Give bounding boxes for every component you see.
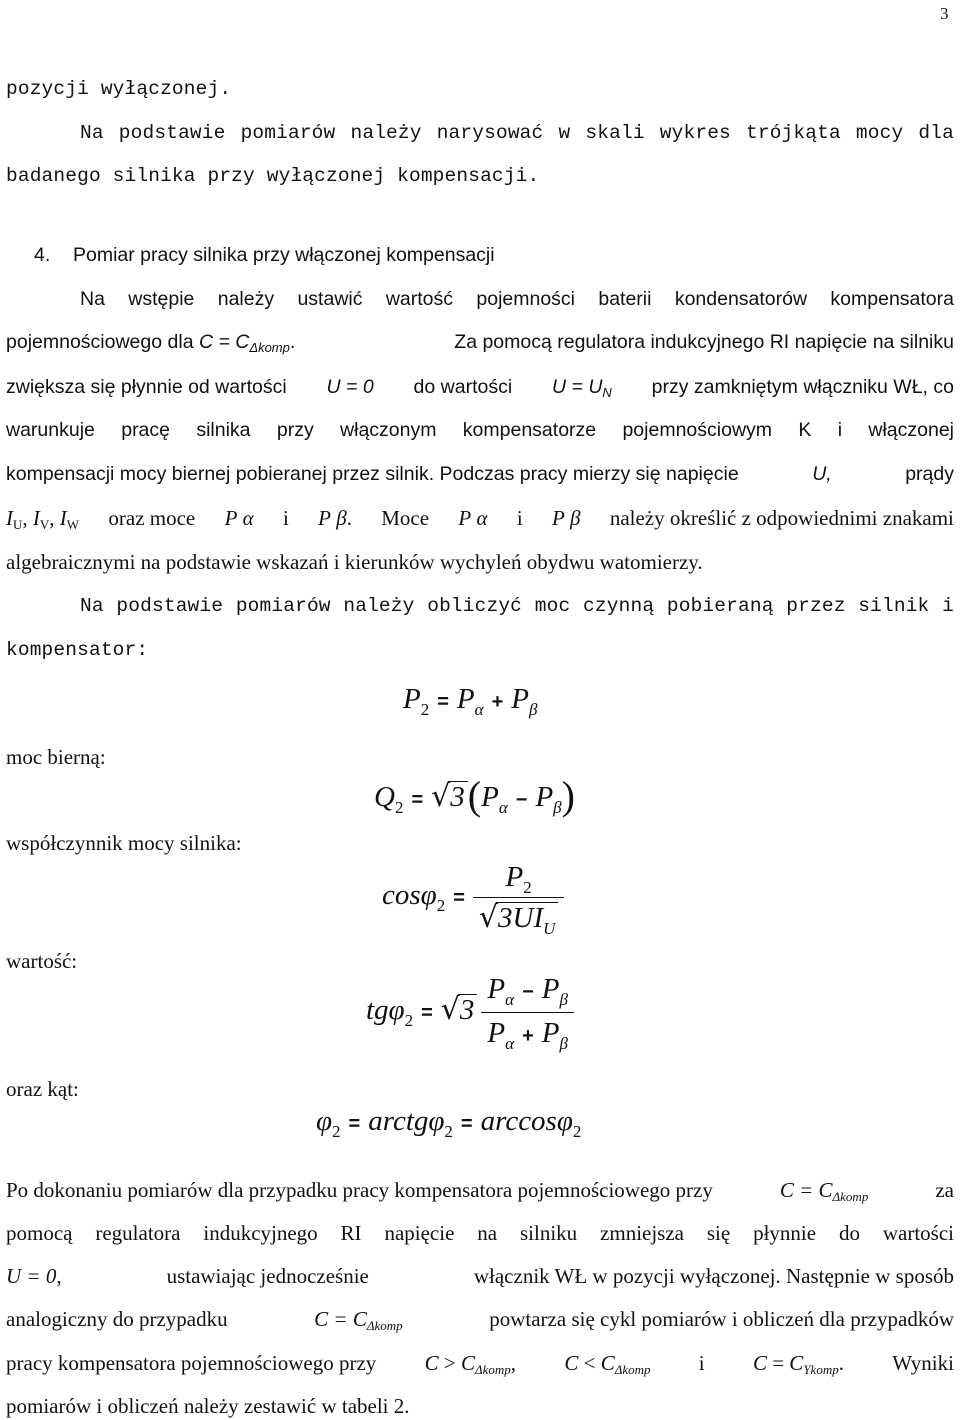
text-span: pojemnościowego dla xyxy=(6,331,194,353)
text-span: i xyxy=(282,506,289,530)
text-line: badanego silnika przy wyłączonej kompensacji. xyxy=(6,165,540,187)
equation-q2: $Q_2 = √3(P_\alpha - P_\beta)$ xyxy=(374,773,575,818)
label-kat: oraz kąt: xyxy=(6,1077,79,1101)
text-line xyxy=(6,461,954,487)
text-span: Za pomocą regulatora indukcyjnego RI napięcie na silniku xyxy=(454,331,954,353)
math-p: P xyxy=(224,506,238,530)
math-beta: β xyxy=(570,506,581,530)
label-wartosc: wartość: xyxy=(6,949,78,973)
math-p: P xyxy=(318,506,331,530)
text-span: włącznik WŁ w pozycji wyłączonej. Następnie w sposób xyxy=(473,1264,954,1288)
math-sub: N xyxy=(602,385,612,400)
math-alpha: α xyxy=(242,506,254,530)
math-u-eq-0: U = 0 xyxy=(326,376,374,398)
text-span: Moce xyxy=(381,506,430,530)
equation-cos: cosφ$_2$ = $\frac{P_2}{√3UI_U}$ xyxy=(382,860,564,935)
section-number: 4. xyxy=(34,244,51,266)
text-span: prądy xyxy=(905,463,954,485)
text-line: warunkuje pracę silnika przy włączonym kompensatorze pojemnościowym K i włączonej xyxy=(6,419,954,441)
label-moc-bierna: moc bierną: xyxy=(6,745,106,769)
equation-phi: $\varphi_2$ = arctgφ$_2$ = arccosφ$_2$ xyxy=(316,1105,582,1141)
text-span: przy zamkniętym włączniku WŁ, co xyxy=(651,376,954,398)
sqrt-icon: √ xyxy=(431,779,451,814)
equation-p2: $P_2 = P_\alpha + P_\beta$ xyxy=(403,683,538,719)
text-span: pracy kompensatora pojemnościowego przy xyxy=(6,1351,377,1375)
text-span: do wartości xyxy=(413,376,513,398)
math-u: U, xyxy=(812,463,832,485)
math-sub: W xyxy=(66,517,80,532)
text-span: oraz moce xyxy=(108,506,196,530)
math-sub: V xyxy=(39,517,50,532)
text-line: $I_U$, $I_V$, $I_W$ oraz moce P α i P β. Moce P α i P β należy określić z odpowiednimi znakami xyxy=(6,506,954,532)
text-span: należy określić z odpowiednimi znakami xyxy=(609,506,954,530)
text-span: powtarza się cykl pomiarów i obliczeń dla przypadków xyxy=(489,1307,954,1331)
sqrt-icon: √ xyxy=(478,900,499,935)
text-line: algebraicznymi na podstawie wskazań i kierunków wychyleń obydwu watomierzy. xyxy=(6,550,703,574)
math-alpha: α xyxy=(476,506,488,530)
math-p: P xyxy=(551,506,565,530)
text-line xyxy=(6,374,954,400)
text-span: Wyniki xyxy=(892,1351,954,1375)
text-span: Po dokonaniu pomiarów dla przypadku pracy kompensatora pojemnościowego przy xyxy=(6,1178,713,1202)
text-span: kompensacji mocy biernej pobieranej przez silnik. Podczas pracy mierzy się napięcie xyxy=(6,463,739,485)
sqrt-icon: √ xyxy=(440,992,460,1028)
section-heading: Pomiar pracy silnika przy włączonej kompensacji xyxy=(73,244,495,266)
math-i: I xyxy=(59,506,67,530)
text-line: Na wstępie należy ustawić wartość pojemności baterii kondensatorów kompensatora xyxy=(80,288,954,310)
math-p: P xyxy=(458,506,472,530)
text-line: pojemnościowego dla $C = C_{\Delta komp}$. Za pomocą regulatora indukcyjnego RI napięcie na silniku xyxy=(6,331,954,355)
page-number: 3 xyxy=(940,4,949,23)
math-sub: U xyxy=(13,517,23,532)
math-u-eq-un: U = U xyxy=(552,376,603,398)
text-line: kompensator: xyxy=(6,639,149,661)
math-beta: β xyxy=(336,506,347,530)
text-line: pomiarów i obliczeń należy zestawić w tabeli 2. xyxy=(6,1394,410,1418)
equation-tg: tgφ$_2$ = √3 $\frac{P_\alpha - P_\beta}{P_\alpha + P_\beta}$ xyxy=(366,972,574,1053)
text-span: i xyxy=(516,506,523,530)
text-span: ustawiając jednocześnie xyxy=(166,1264,369,1288)
text-span: zwiększa się płynnie od wartości xyxy=(6,376,287,398)
text-line: pracy kompensatora pojemnościowego przy $C > C_{\Delta komp}$, $C < C_{\Delta komp}$ i $C = C_{Ykomp}$. Wyniki xyxy=(6,1351,954,1377)
math-i: I xyxy=(32,506,40,530)
text-line: analogiczny do przypadku $C = C_{\Delta komp}$ powtarza się cykl pomiarów i obliczeń dla przypadków xyxy=(6,1307,954,1333)
label-wspolczynnik: współczynnik mocy silnika: xyxy=(6,831,242,855)
text-line: Na podstawie pomiarów należy obliczyć moc czynną pobieraną przez silnik i xyxy=(80,595,954,617)
text-line: Po dokonaniu pomiarów dla przypadku pracy kompensatora pojemnościowego przy $C = C_{\Delta komp}$ za xyxy=(6,1178,954,1204)
text-line: Na podstawie pomiarów należy narysować w skali wykres trójkąta mocy dla xyxy=(80,122,954,144)
math-c-eq: C = C xyxy=(198,331,250,353)
math-sub: Δkomp xyxy=(249,340,290,355)
math-i: I xyxy=(6,506,13,530)
text-line: U = 0, ustawiając jednocześnie włącznik WŁ w pozycji wyłączonej. Następnie w sposób xyxy=(6,1264,954,1288)
text-line: pozycji wyłączonej. xyxy=(6,78,232,100)
text-line: pomocą regulatora indukcyjnego RI napięcie na silniku zmniejsza się płynnie do wartości xyxy=(6,1221,954,1245)
text-span: analogiczny do przypadku xyxy=(6,1307,228,1331)
text-span: za xyxy=(935,1178,954,1202)
